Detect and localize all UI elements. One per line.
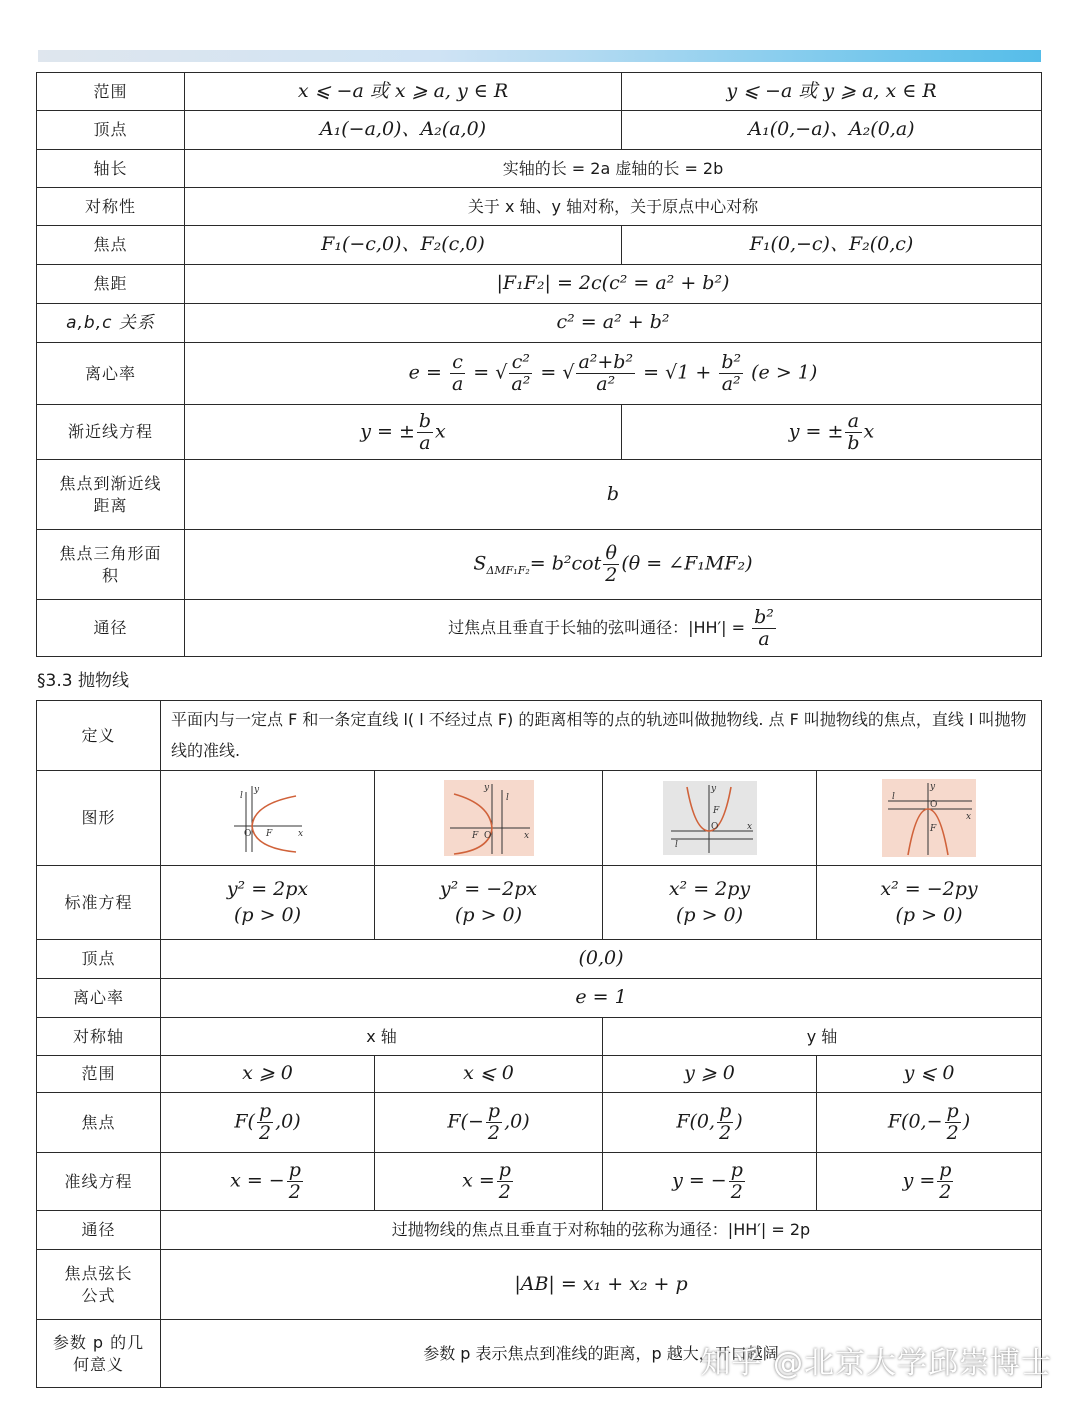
focus-asymptote-distance: b — [185, 460, 1042, 530]
table-row — [37, 771, 1042, 866]
row-label — [37, 530, 185, 600]
fraction — [603, 543, 619, 586]
fraction — [497, 1160, 513, 1203]
denominator: 2 — [939, 1181, 952, 1203]
svg-text:x: x — [966, 812, 972, 822]
row-label — [37, 1320, 161, 1388]
equation: x² = 2py — [668, 877, 751, 900]
subscript: ΔMF₁F₂ — [486, 564, 530, 578]
range-cell: y ⩾ 0 — [603, 1056, 817, 1093]
denominator: a — [451, 373, 464, 395]
svg-text:x: x — [746, 822, 752, 832]
focal-chord-formula: |AB| = x₁ + x₂ + p — [161, 1250, 1042, 1320]
row-label: 通径 — [37, 1211, 161, 1250]
row-label: 对称轴 — [37, 1018, 161, 1056]
fraction — [576, 352, 635, 395]
range-left: x ⩽ −a 或 x ⩾ a, y ∈ R — [185, 73, 622, 111]
symmetry-value: 关于 x 轴、y 轴对称，关于原点中心对称 — [185, 188, 1042, 226]
fraction — [845, 411, 861, 454]
formula-suffix: ) — [962, 1110, 971, 1133]
standard-equation-cell — [817, 866, 1042, 940]
numerator: p — [946, 1100, 959, 1123]
svg-text:y: y — [930, 782, 936, 792]
formula-suffix: x — [863, 420, 875, 442]
axis-left: x 轴 — [161, 1018, 603, 1056]
row-label: 通径 — [37, 600, 185, 657]
standard-equation-cell — [375, 866, 603, 940]
table-row — [37, 979, 1042, 1018]
table-row — [37, 460, 1042, 530]
svg-text:l: l — [892, 792, 895, 802]
directrix-cell — [817, 1153, 1042, 1211]
numerator: b — [418, 409, 432, 432]
range-right: y ⩽ −a 或 y ⩾ a, x ∈ R — [622, 73, 1042, 111]
formula-prefix: x = − — [230, 1169, 285, 1192]
parabola-down-graph — [882, 779, 976, 857]
fraction — [717, 1101, 733, 1144]
row-label: 范围 — [37, 73, 185, 111]
numerator: b² — [754, 605, 774, 628]
svg-text:O: O — [710, 822, 718, 832]
row-label: 焦点 — [37, 1093, 161, 1153]
focus-cell — [603, 1093, 817, 1153]
formula-prefix: S — [473, 552, 487, 575]
label-line: 何意义 — [72, 1354, 124, 1374]
svg-text:y: y — [710, 784, 716, 794]
condition: (p > 0) — [454, 903, 523, 926]
graph-cell — [817, 771, 1042, 866]
latus-rectum-text: 过焦点且垂直于长轴的弦叫通径：|HH′| = — [448, 617, 746, 637]
condition: (p > 0) — [233, 903, 302, 926]
label-line: 距离 — [93, 495, 128, 515]
focus-cell — [817, 1093, 1042, 1153]
table-row — [37, 1018, 1042, 1056]
formula-prefix: y = — [902, 1169, 936, 1192]
range-cell: x ⩽ 0 — [375, 1056, 603, 1093]
numerator: p — [730, 1159, 743, 1182]
header-gradient-bar — [38, 50, 1041, 62]
formula-mid: = b²cot — [529, 552, 602, 575]
formula-prefix: y = − — [672, 1169, 727, 1192]
svg-text:l: l — [239, 791, 243, 801]
numerator: p — [258, 1100, 272, 1123]
row-label: 范围 — [37, 1056, 161, 1093]
numerator: p — [288, 1159, 301, 1182]
numerator: a — [845, 411, 861, 433]
parabola-right-graph — [230, 782, 306, 854]
denominator: 2 — [730, 1181, 743, 1203]
latus-rectum-value — [185, 600, 1042, 657]
table-row — [37, 1211, 1042, 1250]
eccentricity-value: e = 1 — [161, 979, 1042, 1018]
axis-right: y 轴 — [603, 1018, 1042, 1056]
table-row — [37, 866, 1042, 940]
formula-prefix: x = — [462, 1169, 495, 1192]
equation: x² = −2py — [880, 877, 978, 900]
table-row — [37, 150, 1042, 188]
graph-cell — [375, 771, 603, 866]
numerator: θ — [603, 543, 619, 565]
label-line: 参数 p 的几 — [52, 1332, 145, 1352]
fraction — [417, 411, 433, 454]
svg-text:F: F — [265, 829, 272, 839]
condition: (p > 0) — [675, 903, 744, 926]
denominator: a — [758, 627, 770, 650]
table-row — [37, 1153, 1042, 1211]
formula-suffix: ,0) — [275, 1110, 301, 1133]
row-label: 轴长 — [37, 150, 185, 188]
abc-relation-value: c² = a² + b² — [185, 304, 1042, 343]
denominator: a² — [596, 373, 616, 395]
graph-cell — [161, 771, 375, 866]
denominator: 2 — [719, 1122, 732, 1144]
axis-length-value: 实轴的长 = 2a 虚轴的长 = 2b — [185, 150, 1042, 188]
directrix-cell — [161, 1153, 375, 1211]
row-label: 焦点 — [37, 226, 185, 265]
svg-text:y: y — [253, 785, 259, 795]
numerator: p — [487, 1100, 501, 1123]
numerator: b² — [721, 351, 742, 374]
focus-cell — [161, 1093, 375, 1153]
fraction — [937, 1160, 953, 1203]
equation: y² = 2px — [226, 877, 309, 900]
row-label: 离心率 — [37, 979, 161, 1018]
row-label: a,b,c 关系 — [37, 304, 185, 343]
denominator: 2 — [487, 1122, 501, 1144]
denominator: 2 — [258, 1122, 272, 1144]
graph-cell — [603, 771, 817, 866]
equation: y² = −2px — [439, 877, 538, 900]
row-label: 准线方程 — [37, 1153, 161, 1211]
denominator: b — [847, 431, 860, 454]
table-row — [37, 73, 1042, 111]
numerator: p — [719, 1100, 732, 1123]
svg-text:l: l — [674, 840, 678, 850]
range-cell: y ⩽ 0 — [817, 1056, 1042, 1093]
denominator: 2 — [605, 564, 618, 586]
directrix-cell — [603, 1153, 817, 1211]
vertex-value: (0,0) — [161, 940, 1042, 979]
formula-prefix: F(0,− — [887, 1110, 943, 1133]
table-row — [37, 940, 1042, 979]
row-label: 渐近线方程 — [37, 405, 185, 460]
svg-text:O: O — [243, 829, 251, 839]
svg-text:l: l — [505, 793, 509, 803]
table-row — [37, 226, 1042, 265]
fraction — [509, 352, 532, 395]
watermark: 知乎 @北京大学邱崇博士 — [700, 1346, 1052, 1381]
row-label — [37, 460, 185, 530]
eccentricity-formula: e = $\frac{c}{a}$ = √ $\frac{\text{c²}}{\text{a²}}$ = √ $\frac{\text{a²+b²}}{\text{a²}}$ = √1 + $\frac{\text{b²}}{\text{a²}}$ (e > 1) — [185, 343, 1042, 405]
fraction — [287, 1160, 303, 1203]
formula-prefix: F(− — [447, 1110, 484, 1133]
denominator: a² — [721, 373, 741, 395]
numerator: p — [498, 1159, 511, 1182]
focal-distance-value: |F₁F₂| = 2c(c² = a² + b²) — [185, 265, 1042, 304]
fraction — [257, 1101, 273, 1144]
range-cell: x ⩾ 0 — [161, 1056, 375, 1093]
definition-text: 平面内与一定点 F 和一条定直线 l( l 不经过点 F) 的距离相等的点的轨迹叫做抛物线. 点 F 叫抛物线的焦点，直线 l 叫抛物线的准线. — [161, 701, 1042, 771]
row-label: 顶点 — [37, 940, 161, 979]
formula-prefix: y = ± — [360, 420, 415, 442]
standard-equation-cell — [603, 866, 817, 940]
denominator: a² — [511, 373, 531, 395]
section-title: §3.3 抛物线 — [37, 671, 129, 691]
denominator: 2 — [288, 1181, 301, 1203]
svg-text:x: x — [297, 829, 303, 839]
row-label: 焦距 — [37, 265, 185, 304]
formula-mid: 1 + — [677, 361, 712, 384]
label-line: 公式 — [81, 1285, 116, 1305]
numerator: c — [450, 352, 465, 374]
denominator: a — [419, 431, 431, 454]
label-line: 焦点三角形面 — [59, 543, 162, 563]
condition: (p > 0) — [895, 903, 963, 926]
svg-text:F: F — [712, 806, 719, 816]
vertex-left: A₁(−a,0)、A₂(a,0) — [185, 111, 622, 150]
row-label — [37, 1250, 161, 1320]
formula-prefix: e = — [408, 361, 442, 384]
row-label: 标准方程 — [37, 866, 161, 940]
fraction — [945, 1101, 961, 1144]
formula-suffix: ,0) — [504, 1110, 530, 1133]
table-row — [37, 265, 1042, 304]
table-row — [37, 701, 1042, 771]
svg-text:O: O — [930, 800, 938, 810]
table-row — [37, 1093, 1042, 1153]
label-line: 焦点弦长 — [64, 1263, 133, 1283]
label-line: 积 — [101, 565, 119, 585]
table-row — [37, 343, 1042, 405]
row-label: 离心率 — [37, 343, 185, 405]
table-row — [37, 405, 1042, 460]
standard-equation-cell — [161, 866, 375, 940]
svg-text:O: O — [483, 831, 491, 841]
row-label: 图形 — [37, 771, 161, 866]
denominator: 2 — [946, 1122, 959, 1144]
parabola-properties-table — [36, 700, 1042, 1388]
svg-text:x: x — [523, 831, 529, 841]
directrix-cell — [375, 1153, 603, 1211]
focus-left: F₁(−c,0)、F₂(c,0) — [185, 226, 622, 265]
svg-text:F: F — [471, 831, 478, 841]
table-row — [37, 1250, 1042, 1320]
parabola-left-graph — [444, 780, 534, 856]
formula-suffix: (e > 1) — [751, 361, 818, 384]
numerator: p — [939, 1159, 952, 1182]
table-row — [37, 111, 1042, 150]
latus-rectum-value: 过抛物线的焦点且垂直于对称轴的弦称为通径：|HH′| = 2p — [161, 1211, 1042, 1250]
row-label: 顶点 — [37, 111, 185, 150]
formula-suffix: (θ = ∠F₁MF₂) — [621, 552, 753, 575]
asymptote-right — [622, 405, 1042, 460]
label-line: 焦点到渐近线 — [59, 473, 162, 493]
table-row — [37, 304, 1042, 343]
hyperbola-properties-table — [36, 72, 1042, 657]
fraction — [729, 1160, 745, 1203]
fraction — [486, 1101, 502, 1144]
table-row — [37, 1056, 1042, 1093]
denominator: 2 — [498, 1181, 511, 1203]
formula-suffix: ) — [735, 1110, 743, 1133]
formula-prefix: y = ± — [788, 420, 844, 442]
table-row — [37, 530, 1042, 600]
fraction — [752, 607, 776, 650]
formula-suffix: x — [435, 420, 446, 442]
focal-triangle-area-formula — [185, 530, 1042, 600]
table-row — [37, 188, 1042, 226]
svg-text:y: y — [483, 783, 489, 793]
row-label: 对称性 — [37, 188, 185, 226]
parabola-up-graph — [663, 781, 757, 855]
fraction — [450, 352, 465, 395]
numerator: a²+b² — [578, 351, 634, 374]
formula-prefix: F(0, — [676, 1110, 716, 1133]
row-label: 定义 — [37, 701, 161, 771]
svg-text:F: F — [930, 824, 937, 834]
asymptote-left — [185, 405, 622, 460]
table-row — [37, 600, 1042, 657]
fraction — [719, 352, 743, 395]
vertex-right: A₁(0,−a)、A₂(0,a) — [622, 111, 1042, 150]
param-meaning-value: 参数 p 表示焦点到准线的距离，p 越大，开口越阔 — [161, 1320, 1042, 1388]
formula-prefix: F( — [234, 1110, 255, 1133]
focus-right: F₁(0,−c)、F₂(0,c) — [622, 226, 1042, 265]
numerator: c² — [509, 352, 532, 374]
focus-cell — [375, 1093, 603, 1153]
